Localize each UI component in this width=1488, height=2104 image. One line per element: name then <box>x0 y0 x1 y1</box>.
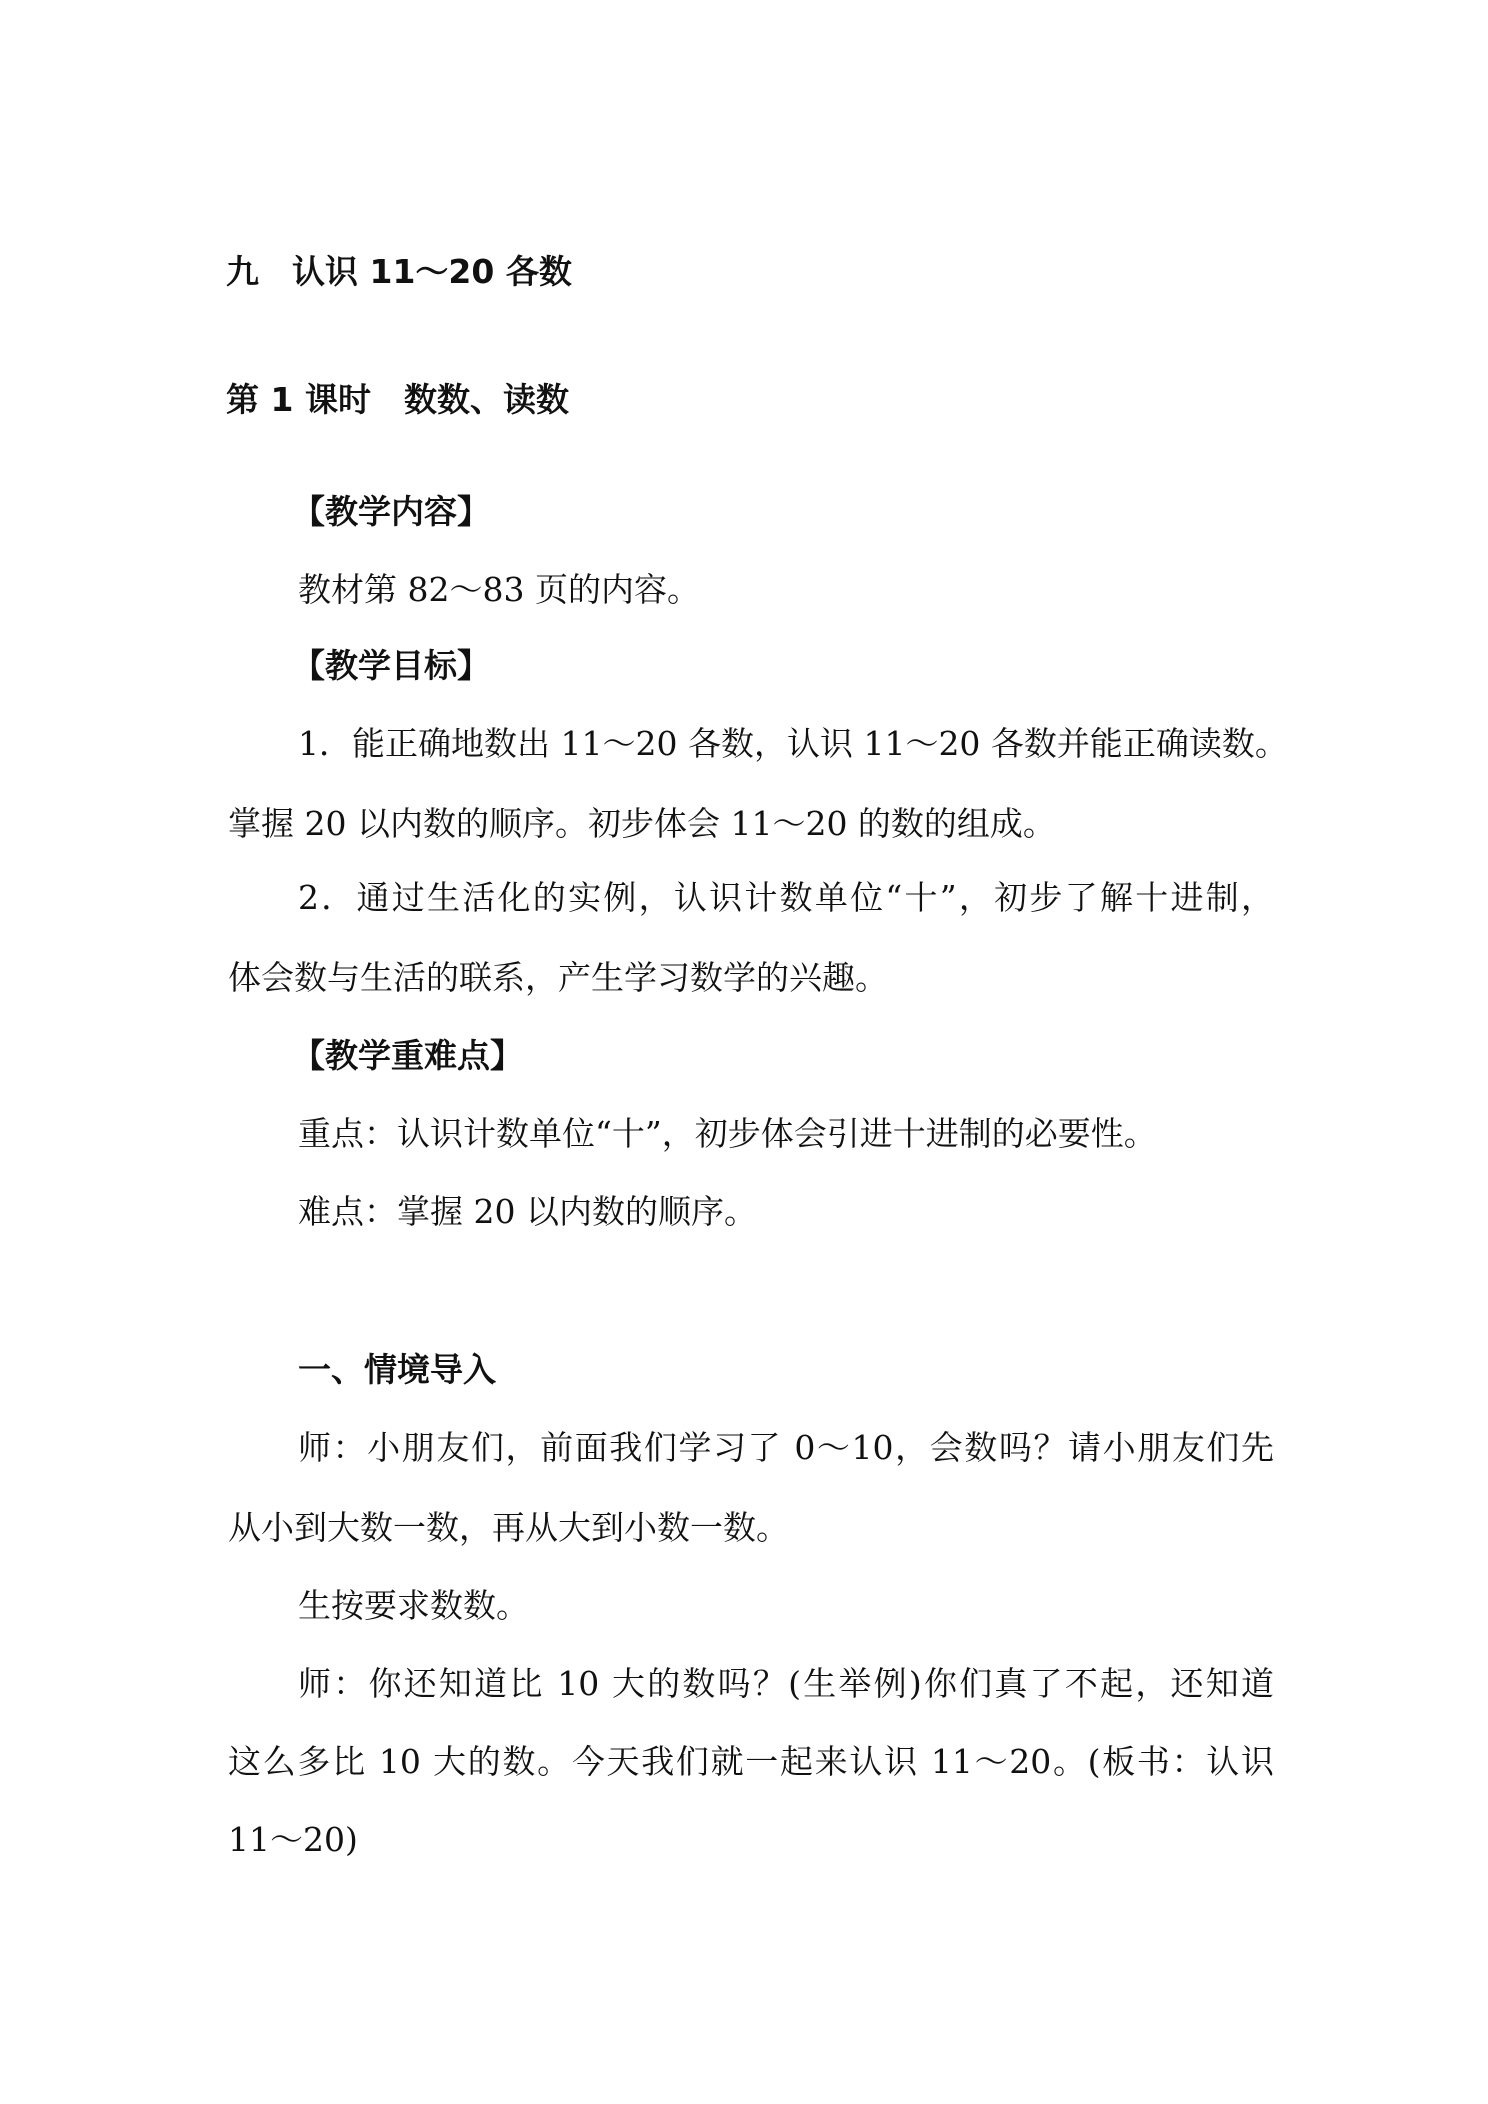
content-text: 教材第 82～83 页的内容。 <box>298 570 700 609</box>
unit-title: 九 认识 11～20 各数 <box>226 252 572 291</box>
intro-paragraph-2: 生按要求数数。 <box>298 1586 529 1625</box>
goal-2-line-1: 2．通过生活化的实例，认识计数单位“十”，初步了解十进制， <box>298 878 1274 917</box>
intro-paragraph-1-line-2: 从小到大数一数，再从大到小数一数。 <box>228 1508 789 1547</box>
key-point-text: 重点：认识计数单位“十”，初步体会引进十进制的必要性。 <box>298 1114 1157 1153</box>
lesson-title: 第 1 课时 数数、读数 <box>226 380 569 419</box>
goal-1-line-2: 掌握 20 以内数的顺序。初步体会 11～20 的数的组成。 <box>228 804 1056 843</box>
intro-paragraph-3-line-3: 11～20) <box>228 1820 358 1859</box>
intro-paragraph-1-line-1: 师：小朋友们，前面我们学习了 0～10，会数吗？请小朋友们先 <box>298 1428 1274 1467</box>
intro-paragraph-3-line-2: 这么多比 10 大的数。今天我们就一起来认识 11～20。(板书：认识 <box>228 1742 1274 1781</box>
intro-paragraph-3-line-1: 师：你还知道比 10 大的数吗？(生举例)你们真了不起，还知道 <box>298 1664 1274 1703</box>
goal-1-line-1: 1．能正确地数出 11～20 各数，认识 11～20 各数并能正确读数。 <box>298 724 1288 763</box>
intro-heading: 一、情境导入 <box>298 1350 496 1389</box>
difficult-point-text: 难点：掌握 20 以内数的顺序。 <box>298 1192 757 1231</box>
key-points-heading: 【教学重难点】 <box>292 1036 523 1075</box>
goals-heading: 【教学目标】 <box>292 646 490 685</box>
content-heading: 【教学内容】 <box>292 492 490 531</box>
goal-2-line-2: 体会数与生活的联系，产生学习数学的兴趣。 <box>228 958 888 997</box>
